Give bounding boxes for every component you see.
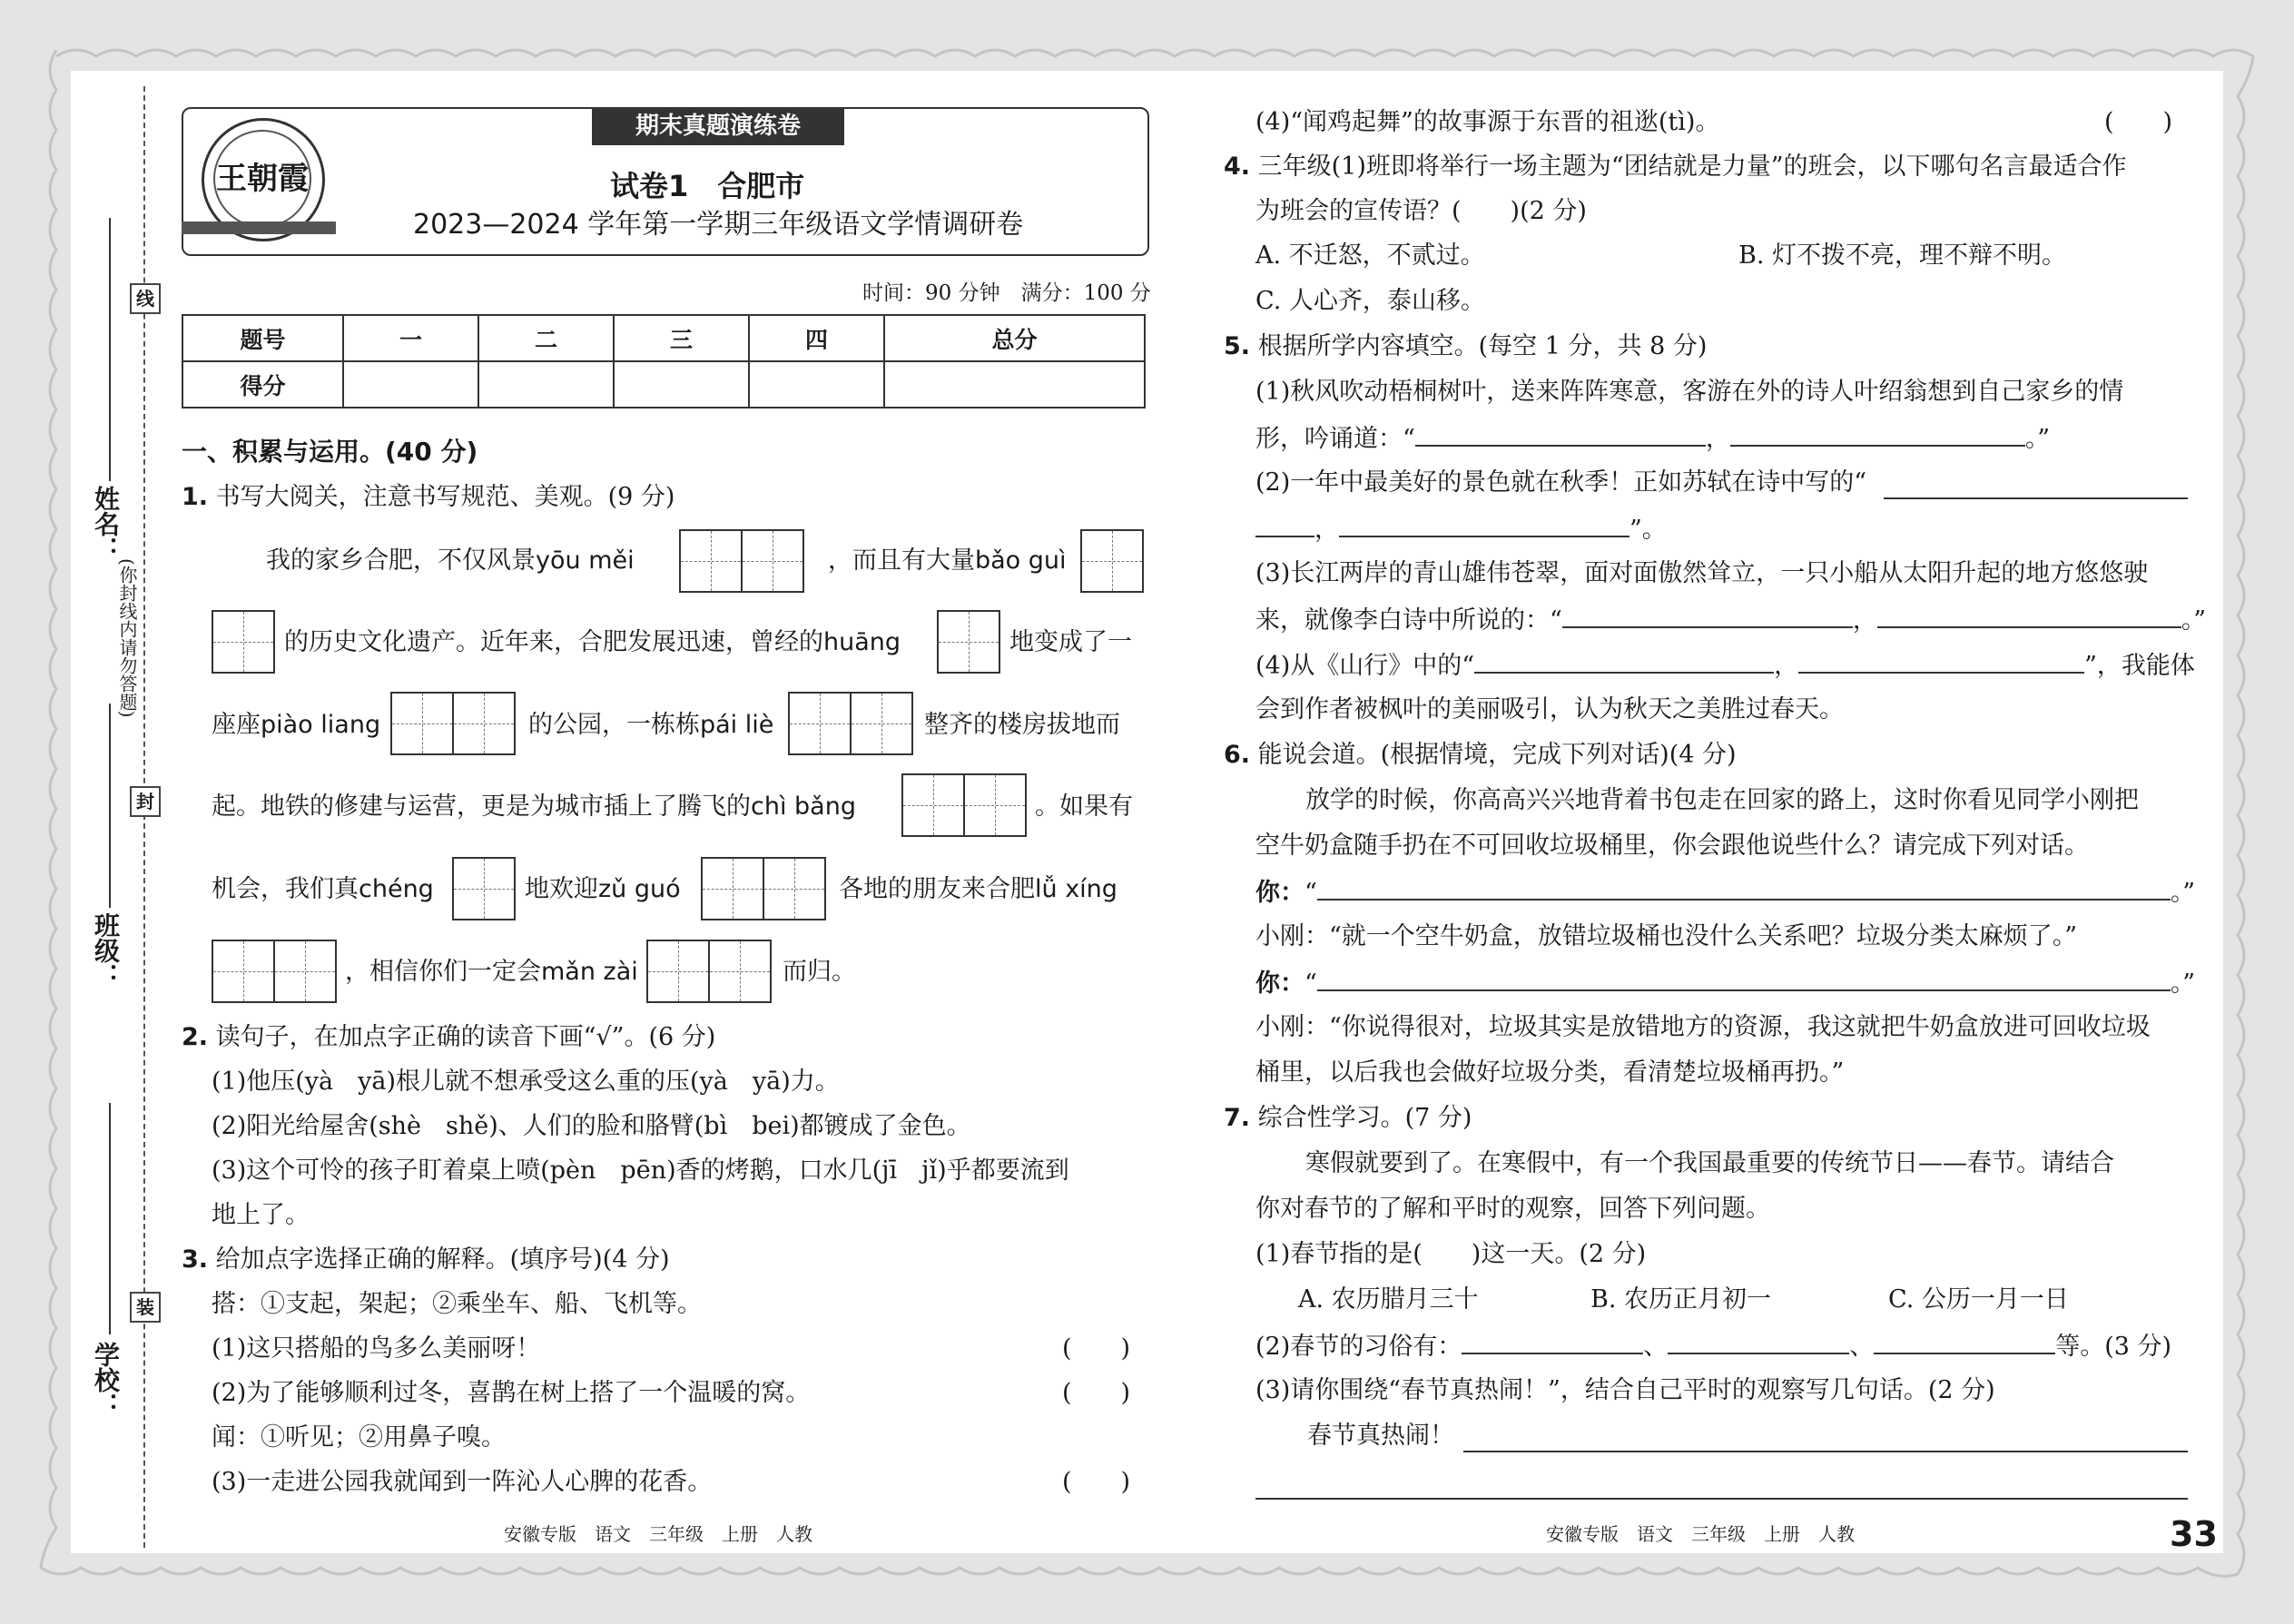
class-line — [109, 704, 111, 908]
grid-huang[interactable] — [937, 610, 1000, 674]
q5-l6-text: 来，就像李白诗中所说的：“ — [1255, 606, 1562, 635]
q5-number: 5. — [1224, 332, 1251, 360]
score-table — [182, 314, 1146, 408]
th-number: 题号 — [182, 315, 343, 361]
th-1: 一 — [343, 315, 478, 361]
q1-number: 1. — [182, 483, 209, 511]
q1-p5-cont — [525, 873, 681, 906]
q5-blank-7[interactable] — [1474, 648, 1774, 674]
q7-option-a[interactable]: A. 农历腊月三十 — [1298, 1285, 1479, 1314]
q5-l7 — [1255, 648, 2195, 683]
q5-l6-comma: ， — [1852, 606, 1877, 635]
q6-you-label-2: 你： — [1255, 969, 1305, 998]
pinyin-manzai: mǎn zài — [541, 958, 638, 986]
q7-text: 综合性学习。(7 分) — [1257, 1104, 1472, 1132]
q5-l1: (1)秋风吹动梧桐树叶，送来阵阵寒意，客游在外的诗人叶绍翁想到自己家乡的情 — [1255, 378, 2124, 406]
q6-p2: 空牛奶盒随手扔在不可回收垃圾桶里，你会跟他说些什么？请完成下列对话。 — [1255, 832, 2089, 860]
q1-p5 — [212, 873, 434, 906]
q3-text: 给加点字选择正确的解释。(填序号)(4 分) — [215, 1245, 670, 1274]
binding-mark-line: 线 — [130, 283, 161, 314]
q2-s1: (1)他压(yà yā)根儿就不想承受这么重的压(yà yā)力。 — [212, 1068, 840, 1096]
q5-l4 — [1255, 512, 1667, 546]
q6-you-2 — [1255, 966, 2195, 1000]
pinyin-youmei: yōu měi — [536, 546, 635, 575]
q4-option-a[interactable]: A. 不迁怒，不贰过。 — [1255, 241, 1485, 270]
q6-xiaogang-1: 小刚：“就一个空牛奶盒，放错垃圾桶也没什么关系吧？垃圾分类太麻烦了。” — [1255, 922, 2078, 950]
q3-s1-answer[interactable]: ( ) — [1062, 1334, 1131, 1363]
q1-p5-end — [839, 873, 1117, 906]
q7-s2-sep1: 、 — [1643, 1333, 1669, 1361]
q5-l7-end: ”，我能体 — [2084, 652, 2195, 680]
q7-s2-sep2: 、 — [1849, 1333, 1875, 1361]
q3-s2-answer[interactable]: ( ) — [1062, 1379, 1131, 1407]
score-row — [182, 361, 1145, 408]
q1-text: 书写大阅关，注意书写规范、美观。(9 分) — [215, 483, 675, 511]
q7-p1: 寒假就要到了。在寒假中，有一个我国最重要的传统节日——春节。请结合 — [1305, 1149, 2114, 1177]
q4-text: 三年级(1)班即将举行一场主题为“团结就是力量”的班会，以下哪句名言最适合作 — [1257, 153, 2127, 181]
q3-s1: (1)这只搭船的鸟多么美丽呀！ — [212, 1334, 541, 1363]
q1-p4-end: 。如果有 — [1035, 792, 1133, 821]
score-header-row — [182, 315, 1145, 361]
q5-blank-4[interactable] — [1339, 512, 1629, 537]
q7-option-b[interactable]: B. 农历正月初一 — [1590, 1285, 1772, 1314]
q1-p4-text: 起。地铁的修建与运营，更是为城市插上了腾飞的 — [212, 792, 751, 821]
q2-stem — [182, 1021, 715, 1054]
q1-p6 — [345, 956, 638, 989]
q3-s4-answer[interactable]: ( ) — [2104, 108, 2173, 136]
q5-l6-end: 。” — [2181, 606, 2207, 635]
q3-s2: (2)为了能够顺利过冬，喜鹊在树上搭了一个温暖的窝。 — [212, 1379, 811, 1407]
q1-p1-text: 我的家乡合肥，不仅风景 — [266, 546, 536, 575]
q7-writing-line-1[interactable] — [1463, 1451, 2188, 1452]
q5-l2-end: 。” — [2024, 425, 2051, 453]
q4-stem2: 为班会的宣传语？( )(2 分) — [1255, 197, 1587, 225]
grid-piaoliang[interactable] — [390, 692, 516, 755]
q5-l5: (3)长江两岸的青山雄伟苍翠，面对面傲然耸立，一只小船从太阳升起的地方悠悠驶 — [1255, 559, 2149, 587]
pinyin-baogui: bǎo guì — [975, 546, 1067, 575]
q6-answer-2[interactable] — [1317, 966, 2171, 991]
q3-def1: 搭：①支起，架起；②乘坐车、船、飞机等。 — [212, 1290, 702, 1318]
section-1-heading: 一、积累与运用。(40 分) — [182, 437, 478, 467]
time-info: 时间：90 分钟 满分：100 分 — [862, 281, 1151, 305]
school-line — [109, 1103, 111, 1334]
grid-chibang[interactable] — [901, 773, 1027, 837]
q1-p5-text2: 地欢迎 — [525, 875, 598, 903]
q7-s2-end: 等。(3 分) — [2055, 1333, 2172, 1361]
q3-stem — [182, 1244, 670, 1276]
name-line — [109, 218, 111, 481]
q5-blank-5[interactable] — [1562, 603, 1853, 628]
pinyin-lvxing: lǚ xíng — [1035, 875, 1117, 903]
q7-writing-line-2[interactable] — [1255, 1498, 2188, 1500]
grid-youmei[interactable] — [679, 529, 804, 593]
grid-manzai[interactable] — [646, 940, 772, 1003]
grid-zuguo[interactable] — [701, 857, 826, 920]
q6-text: 能说会道。(根据情境，完成下列对话)(4 分) — [1257, 741, 1737, 769]
q4-number: 4. — [1224, 153, 1251, 181]
q5-blank-3b[interactable] — [1255, 512, 1314, 537]
q5-l6 — [1255, 603, 2206, 637]
q1-p1-text2: ，而且有大量 — [828, 546, 975, 575]
pinyin-huang: huāng — [823, 628, 901, 656]
grid-baogui-2[interactable] — [212, 610, 275, 674]
q2-number: 2. — [182, 1023, 209, 1051]
pinyin-piaoliang: piào liang — [261, 711, 381, 739]
binding-mark-close: 装 — [130, 1292, 161, 1323]
q3-s3-answer[interactable]: ( ) — [1062, 1468, 1131, 1496]
th-3: 三 — [614, 315, 749, 361]
q7-option-c[interactable]: C. 公历一月一日 — [1888, 1285, 2069, 1314]
score-cell-2[interactable] — [478, 361, 614, 408]
right-footer: 安徽专版 语文 三年级 上册 人教 — [1546, 1523, 1855, 1545]
q2-s3: (3)这个可怜的孩子盯着桌上喷(pèn pēn)香的烤鹅，口水几(jī jǐ)乎都要流到 — [212, 1156, 1069, 1185]
q1-p2-text: 的历史文化遗产。近年来，合肥发展迅速，曾经的 — [284, 628, 823, 656]
q7-blank-3[interactable] — [1874, 1329, 2055, 1354]
q6-stem — [1224, 739, 1737, 772]
q1-p2 — [284, 626, 901, 659]
q6-xiaogang-2a: 小刚：“你说得很对，垃圾其实是放错地方的资源，我这就把牛奶盒放进可回收垃圾 — [1255, 1013, 2151, 1041]
q1-p5-text3: 各地的朋友来合肥 — [839, 875, 1035, 903]
q7-stem — [1224, 1102, 1472, 1135]
grid-pailie[interactable] — [788, 692, 913, 755]
q4-stem — [1224, 151, 2127, 183]
q5-l8: 会到作者被枫叶的美丽吸引，认为秋天之美胜过春天。 — [1255, 695, 1844, 723]
q6-xiaogang-2b: 桶里，以后我也会做好垃圾分类，看清楚垃圾桶再扔。” — [1255, 1058, 1845, 1087]
q1-p6-end: 而归。 — [783, 958, 856, 986]
grid-cheng[interactable] — [452, 857, 516, 920]
q5-l2 — [1255, 421, 2050, 456]
q1-p3-text: 座座 — [212, 711, 261, 739]
q5-l7-comma: ， — [1774, 652, 1799, 680]
q5-l2-text: 形，吟诵道：“ — [1255, 425, 1415, 453]
q6-answer-1[interactable] — [1317, 875, 2171, 901]
page-number: 33 — [2170, 1514, 2218, 1554]
q7-blank-1[interactable] — [1462, 1329, 1643, 1354]
score-row-label: 得分 — [182, 361, 343, 408]
q1-p3-cont — [528, 709, 773, 742]
score-cell-3[interactable] — [614, 361, 749, 408]
q2-s2: (2)阳光给屋舍(shè shě)、人们的脸和胳臂(bì bei)都镀成了金色。 — [212, 1112, 971, 1140]
class-label: 班级： — [91, 912, 121, 989]
q3-s4: (4)“闻鸡起舞”的故事源于东晋的祖逖(tì)。 — [1255, 108, 1720, 136]
q5-blank-1[interactable] — [1415, 421, 1706, 447]
q4-option-c[interactable]: C. 人心齐，泰山移。 — [1255, 287, 1485, 315]
q7-s1: (1)春节指的是( )这一天。(2 分) — [1255, 1240, 1647, 1268]
pinyin-pailie: pái liè — [700, 711, 774, 739]
q6-quote-open-1: “ — [1305, 879, 1317, 907]
q6-you-label-1: 你： — [1255, 879, 1305, 907]
q7-s2 — [1255, 1329, 2171, 1363]
q5-blank-6[interactable] — [1877, 603, 2181, 628]
q5-text: 根据所学内容填空。(每空 1 分，共 8 分) — [1257, 332, 1708, 360]
q7-s4-label: 春节真热闹！ — [1307, 1422, 1454, 1450]
q5-blank-3a[interactable] — [1884, 497, 2188, 499]
exam-title: 试卷1 合肥市 — [610, 169, 805, 203]
q7-p2: 你对春节的了解和平时的观察，回答下列问题。 — [1255, 1195, 1770, 1223]
q6-quote-close-2: 。” — [2170, 969, 2196, 998]
q5-l2-comma: ， — [1705, 425, 1730, 453]
q5-l7-text: (4)从《山行》中的“ — [1255, 652, 1475, 680]
q1-p2-cont: 地变成了一 — [1009, 628, 1132, 656]
name-label: 姓名： — [91, 486, 121, 562]
th-2: 二 — [478, 315, 614, 361]
q3-s3: (3)一走进公园我就闻到一阵沁人心脾的花香。 — [212, 1468, 713, 1496]
th-4: 四 — [749, 315, 884, 361]
q1-p5-text: 机会，我们真 — [212, 875, 359, 903]
q1-p3-text2: 的公园，一栋栋 — [528, 711, 700, 739]
q6-number: 6. — [1224, 741, 1251, 769]
q4-option-b[interactable]: B. 灯不拨不亮，理不辩不明。 — [1738, 241, 2067, 270]
left-footer: 安徽专版 语文 三年级 上册 人教 — [504, 1523, 812, 1545]
q1-p1-cont — [828, 545, 1067, 577]
q7-blank-2[interactable] — [1668, 1329, 1849, 1354]
q7-s2-text: (2)春节的习俗有： — [1255, 1333, 1462, 1361]
grid-lvxing[interactable] — [212, 940, 337, 1003]
q6-quote-close-1: 。” — [2170, 879, 2196, 907]
pinyin-zuguo: zǔ guó — [598, 875, 681, 903]
q6-p1: 放学的时候，你高高兴兴地背着书包走在回家的路上，这时你看见同学小刚把 — [1305, 786, 2139, 814]
q1-p1 — [266, 545, 635, 577]
q5-stem — [1224, 330, 1707, 363]
score-cell-total[interactable] — [884, 361, 1145, 408]
q6-you-1 — [1255, 875, 2195, 910]
q6-quote-open-2: “ — [1305, 969, 1317, 998]
q5-blank-2[interactable] — [1730, 421, 2025, 447]
q1-p3 — [212, 709, 380, 742]
q7-number: 7. — [1224, 1104, 1251, 1132]
q1-p4 — [212, 791, 856, 823]
q7-s3: (3)请你围绕“春节真热闹！”，结合自己平时的观察写几句话。(2 分) — [1255, 1376, 1995, 1404]
score-cell-4[interactable] — [749, 361, 884, 408]
q1-p3-end: 整齐的楼房拔地而 — [924, 711, 1120, 739]
pinyin-cheng: chéng — [359, 875, 434, 903]
th-total: 总分 — [884, 315, 1145, 361]
logo-ribbon — [182, 221, 336, 234]
exam-subtitle: 2023—2024 学年第一学期三年级语文学情调研卷 — [413, 209, 1024, 241]
q2-text: 读句子，在加点字正确的读音下画“√”。(6 分) — [215, 1023, 716, 1051]
logo-text: 王朝霞 — [213, 130, 311, 228]
q5-blank-8[interactable] — [1798, 648, 2084, 674]
q1-stem — [182, 481, 674, 514]
grid-baogui-1[interactable] — [1080, 529, 1144, 593]
q5-l4-comma: ， — [1314, 516, 1339, 544]
q5-l3: (2)一年中最美好的景色就在秋季！正如苏轼在诗中写的“ — [1255, 468, 1867, 497]
score-cell-1[interactable] — [343, 361, 478, 408]
q1-p6-text: ，相信你们一定会 — [345, 958, 541, 986]
q3-def2: 闻：①听见；②用鼻子嗅。 — [212, 1423, 506, 1452]
q5-l4-end: ”。 — [1629, 516, 1667, 544]
banner: 期末真题演练卷 — [592, 107, 844, 145]
q2-s3b: 地上了。 — [212, 1201, 310, 1229]
q3-number: 3. — [182, 1245, 209, 1274]
school-label: 学校： — [91, 1342, 121, 1418]
binding-mark-seal: 封 — [130, 786, 161, 817]
pinyin-chibang: chì bǎng — [751, 792, 856, 821]
binding-note: (你封线内请勿答题) — [116, 558, 138, 718]
